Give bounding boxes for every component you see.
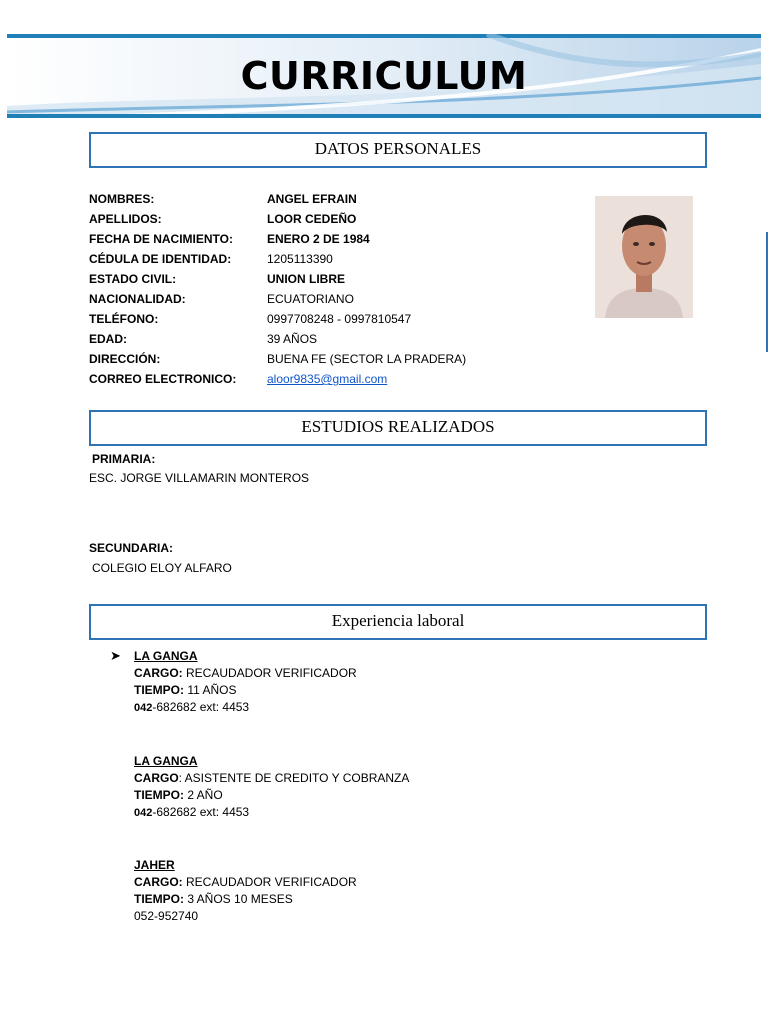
personal-label: NOMBRES: xyxy=(89,192,155,206)
personal-value: ENERO 2 DE 1984 xyxy=(267,232,370,246)
profile-photo xyxy=(595,196,693,318)
job-cargo: : ASISTENTE DE CREDITO Y COBRANZA xyxy=(178,771,410,785)
job-tiempo-label: TIEMPO: xyxy=(134,683,184,697)
job-phone-prefix: 042 xyxy=(134,702,153,714)
job-company: JAHER xyxy=(134,858,175,872)
personal-value: ANGEL EFRAIN xyxy=(267,192,357,206)
section-studies-header: ESTUDIOS REALIZADOS xyxy=(89,410,707,446)
job-phone: -682682 ext: 4453 xyxy=(152,805,250,819)
primary-label: PRIMARIA: xyxy=(92,452,156,466)
page-title: CURRICULUM xyxy=(240,54,528,98)
personal-label: CORREO ELECTRONICO: xyxy=(89,372,237,386)
job-phone: -682682 ext: 4453 xyxy=(152,700,250,714)
job-entry xyxy=(134,648,357,717)
secondary-school: COLEGIO ELOY ALFARO xyxy=(92,561,232,575)
job-cargo-label: CARGO xyxy=(134,771,179,785)
secondary-label: SECUNDARIA: xyxy=(89,541,173,555)
personal-value: 1205113390 xyxy=(267,252,333,266)
job-cargo-label: CARGO: xyxy=(134,875,183,889)
personal-label: ESTADO CIVIL: xyxy=(89,272,177,286)
job-phone: 052-952740 xyxy=(134,909,199,923)
bullet-arrow-icon: ➤ xyxy=(110,648,121,663)
personal-label: FECHA DE NACIMIENTO: xyxy=(89,232,233,246)
personal-value: 0997708248 - 0997810547 xyxy=(267,312,412,326)
personal-label: DIRECCIÓN: xyxy=(89,352,161,366)
primary-school: ESC. JORGE VILLAMARIN MONTEROS xyxy=(89,471,310,485)
personal-value: 39 AÑOS xyxy=(267,332,318,346)
job-tiempo: 2 AÑO xyxy=(184,788,223,802)
job-tiempo: 3 AÑOS 10 MESES xyxy=(184,892,293,906)
personal-label: TELÉFONO: xyxy=(89,312,159,326)
personal-label: APELLIDOS: xyxy=(89,212,162,226)
personal-value xyxy=(267,372,387,386)
personal-value: ECUATORIANO xyxy=(267,292,354,306)
section-experience-header: Experiencia laboral xyxy=(89,604,707,640)
job-company: LA GANGA xyxy=(134,754,198,768)
job-tiempo: 11 AÑOS xyxy=(184,683,237,697)
job-cargo-label: CARGO: xyxy=(134,666,183,680)
job-cargo: RECAUDADOR VERIFICADOR xyxy=(182,666,357,680)
section-personal-header: DATOS PERSONALES xyxy=(89,132,707,168)
personal-label: NACIONALIDAD: xyxy=(89,292,186,306)
job-entry xyxy=(134,753,409,822)
job-phone-prefix: 042 xyxy=(134,807,153,819)
personal-value: LOOR CEDEÑO xyxy=(267,212,357,226)
personal-label: EDAD: xyxy=(89,332,127,346)
job-cargo: RECAUDADOR VERIFICADOR xyxy=(182,875,357,889)
personal-label: CÉDULA DE IDENTIDAD: xyxy=(89,252,232,266)
email-link[interactable]: aloor9835@gmail.com xyxy=(267,372,388,386)
job-tiempo-label: TIEMPO: xyxy=(134,788,184,802)
job-tiempo-label: TIEMPO: xyxy=(134,892,184,906)
job-entry xyxy=(134,857,357,926)
personal-value: BUENA FE (SECTOR LA PRADERA) xyxy=(267,352,467,366)
personal-value: UNION LIBRE xyxy=(267,272,345,286)
job-company: LA GANGA xyxy=(134,649,198,663)
